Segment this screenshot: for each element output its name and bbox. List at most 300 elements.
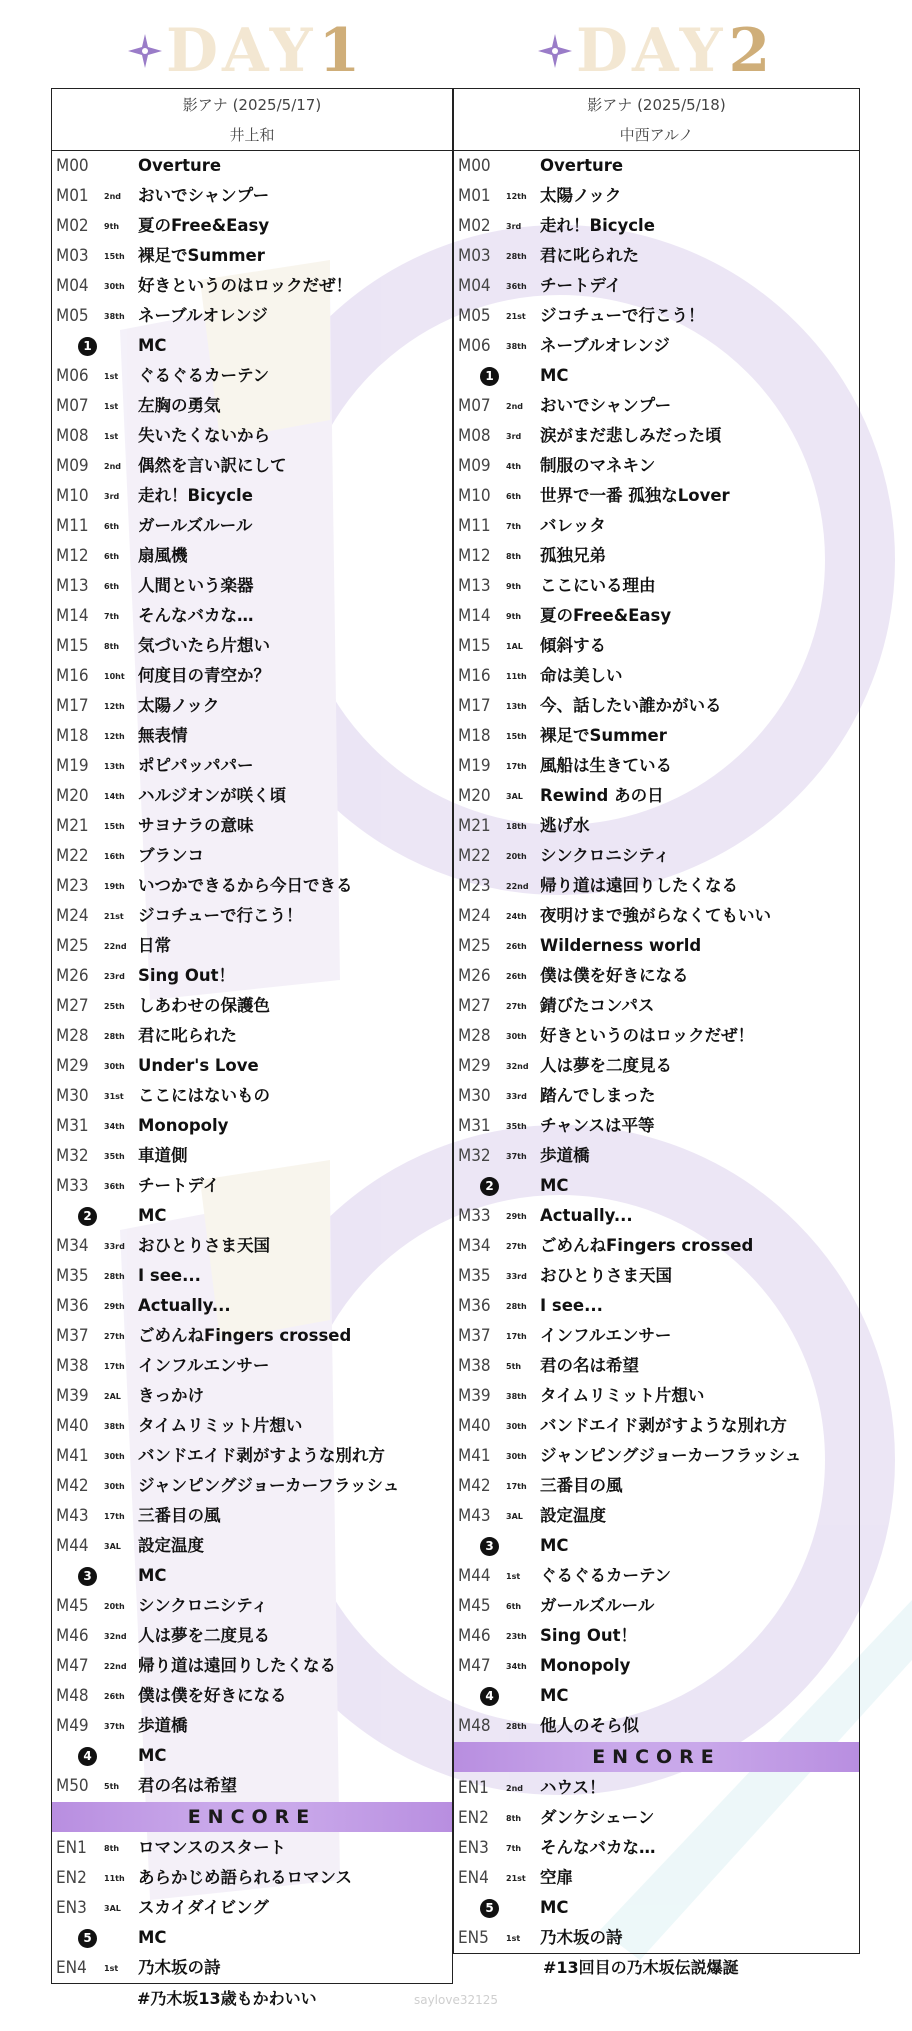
single-ordinal: 26th	[104, 1692, 125, 1701]
song-title: 好きというのはロックだぜ！	[540, 1026, 755, 1045]
day1-header	[52, 89, 452, 151]
single-ordinal: 14th	[104, 792, 125, 801]
song-title: 僕は僕を好きになる	[138, 1686, 287, 1705]
mc-row	[454, 1893, 859, 1923]
song-title: 命は美しい	[540, 666, 623, 685]
single-ordinal: 1st	[506, 1934, 521, 1943]
setlist-row	[454, 541, 859, 571]
day2-title-word: DAY	[576, 16, 727, 86]
encore-banner: ENCORE	[454, 1742, 859, 1772]
setlist-row	[52, 1021, 452, 1051]
song-number: M42	[458, 1476, 491, 1496]
song-number: M28	[458, 1026, 491, 1046]
setlist-row	[52, 1441, 452, 1471]
song-title: 三番目の風	[540, 1476, 623, 1495]
day2-hashtag: #13回目の乃木坂伝説爆誕	[543, 1958, 739, 1977]
song-title: ポピパッパパー	[138, 756, 254, 775]
song-title: 踏んでしまった	[540, 1086, 656, 1105]
setlist-row	[52, 991, 452, 1021]
single-ordinal: 7th	[506, 1844, 522, 1853]
setlist-row	[454, 1651, 859, 1681]
song-title: チャンスは平等	[540, 1116, 655, 1135]
setlist-row	[52, 1833, 452, 1863]
song-title: ジャンピングジョーカーフラッシュ	[540, 1446, 802, 1465]
single-ordinal: 7th	[104, 612, 120, 621]
song-title: 設定温度	[540, 1506, 606, 1525]
song-title: あらかじめ語られるロマンス	[138, 1868, 353, 1887]
song-title: 裸足でSummer	[138, 246, 265, 265]
song-title: Actually...	[138, 1296, 231, 1315]
setlist-row	[454, 1411, 859, 1441]
single-ordinal: 8th	[104, 1844, 120, 1853]
song-title: 孤独兄弟	[540, 546, 606, 565]
single-ordinal: 30th	[506, 1032, 527, 1041]
single-ordinal: 21st	[104, 912, 124, 921]
song-number: M40	[458, 1416, 491, 1436]
single-ordinal: 3rd	[104, 492, 120, 501]
song-title: おいでシャンプー	[540, 396, 672, 415]
setlist-row	[454, 571, 859, 601]
song-title: スカイダイビング	[138, 1898, 269, 1917]
song-title: 何度目の青空か？	[138, 666, 270, 685]
song-number: M34	[458, 1236, 491, 1256]
song-number: M22	[56, 846, 89, 866]
song-number: EN1	[56, 1838, 87, 1858]
setlist-row	[52, 931, 452, 961]
song-title: おいでシャンプー	[138, 186, 270, 205]
setlist-row	[454, 1561, 859, 1591]
single-ordinal: 1st	[506, 1572, 521, 1581]
song-number: M33	[56, 1176, 89, 1196]
song-number: M45	[458, 1596, 491, 1616]
song-title: サヨナラの意味	[138, 816, 254, 835]
setlist-row	[52, 1411, 452, 1441]
setlist-row	[52, 1111, 452, 1141]
song-title: 左胸の勇気	[138, 396, 221, 415]
song-number: M27	[458, 996, 491, 1016]
song-title: 無表情	[138, 726, 188, 745]
song-number: M39	[458, 1386, 491, 1406]
single-ordinal: 11th	[104, 1874, 125, 1883]
setlist-row	[454, 1231, 859, 1261]
mc-row	[454, 361, 859, 391]
setlist-row	[52, 1591, 452, 1621]
single-ordinal: 30th	[506, 1422, 527, 1431]
single-ordinal: 23th	[506, 1632, 527, 1641]
mc-row	[52, 1923, 452, 1953]
song-number: M02	[56, 216, 89, 236]
song-title: ガールズルール	[540, 1596, 655, 1615]
song-title: ブランコ	[138, 846, 204, 865]
song-title: 逃げ水	[540, 816, 590, 835]
setlist-row	[52, 811, 452, 841]
setlist-row	[454, 1051, 859, 1081]
single-ordinal: 24th	[506, 912, 527, 921]
song-number: M18	[56, 726, 89, 746]
song-number: M36	[458, 1296, 491, 1316]
single-ordinal: 38th	[506, 342, 527, 351]
single-ordinal: 34th	[104, 1122, 125, 1131]
song-title: 風船は生きている	[540, 756, 672, 775]
setlist-row	[52, 211, 452, 241]
song-title: 設定温度	[138, 1536, 204, 1555]
mc-number-badge: 1	[480, 367, 499, 386]
song-number: M11	[56, 516, 89, 536]
song-title: 車道側	[138, 1146, 188, 1165]
song-number: M23	[56, 876, 89, 896]
song-title: Overture	[138, 156, 222, 175]
setlist-row	[52, 1681, 452, 1711]
song-title: 太陽ノック	[540, 186, 622, 205]
song-title: 君に叱られた	[138, 1026, 237, 1045]
setlist-row	[454, 181, 859, 211]
single-ordinal: 37th	[506, 1152, 527, 1161]
song-title: シンクロニシティ	[138, 1596, 268, 1615]
single-ordinal: 6th	[506, 492, 522, 501]
song-number: M25	[458, 936, 491, 956]
setlist-row	[454, 1923, 859, 1953]
single-ordinal: 36th	[104, 1182, 125, 1191]
single-ordinal: 1AL	[506, 642, 523, 651]
song-number: M37	[458, 1326, 491, 1346]
song-title: 他人のそら似	[540, 1716, 639, 1735]
setlist-row	[52, 511, 452, 541]
single-ordinal: 1st	[104, 372, 119, 381]
setlist-row	[52, 391, 452, 421]
song-number: M32	[458, 1146, 491, 1166]
single-ordinal: 30th	[104, 1062, 125, 1071]
song-number: M16	[458, 666, 491, 686]
setlist-row	[454, 841, 859, 871]
setlist-row	[52, 1711, 452, 1741]
setlist-row	[454, 1111, 859, 1141]
single-ordinal: 22nd	[506, 882, 529, 891]
song-title: 傾斜する	[540, 636, 606, 655]
setlist-row	[454, 1501, 859, 1531]
song-number: M31	[56, 1116, 89, 1136]
single-ordinal: 3AL	[506, 792, 523, 801]
setlist-row	[52, 1771, 452, 1801]
mc-number-badge: 2	[480, 1177, 499, 1196]
setlist-row	[52, 871, 452, 901]
song-number: M10	[56, 486, 89, 506]
mc-label: MC	[540, 1176, 569, 1195]
mc-label: MC	[540, 1898, 569, 1917]
single-ordinal: 2nd	[104, 192, 121, 201]
single-ordinal: 20th	[506, 852, 527, 861]
song-title: 僕は僕を好きになる	[540, 966, 689, 985]
setlist-row	[52, 1291, 452, 1321]
single-ordinal: 1st	[104, 432, 119, 441]
setlist-row	[52, 271, 452, 301]
mc-row	[52, 1741, 452, 1771]
song-number: M06	[458, 336, 491, 356]
song-title: 君の名は希望	[540, 1356, 639, 1375]
single-ordinal: 29th	[104, 1302, 125, 1311]
song-number: M07	[56, 396, 89, 416]
song-number: M37	[56, 1326, 89, 1346]
mc-number-badge: 3	[480, 1537, 499, 1556]
song-title: チートデイ	[540, 276, 622, 295]
single-ordinal: 3AL	[104, 1904, 121, 1913]
single-ordinal: 28th	[506, 1302, 527, 1311]
mc-label: MC	[138, 1746, 167, 1765]
mc-number-badge: 1	[78, 337, 97, 356]
encore-banner: ENCORE	[52, 1802, 452, 1832]
song-title: きっかけ	[138, 1386, 204, 1405]
setlist-row	[454, 1621, 859, 1651]
song-number: M02	[458, 216, 491, 236]
mc-number-badge: 4	[78, 1747, 97, 1766]
song-title: 夏のFree&Easy	[138, 216, 270, 235]
setlist-row	[52, 1381, 452, 1411]
day2-date-line: 影アナ (2025/5/18)	[587, 96, 726, 114]
song-title: ダンケシェーン	[540, 1808, 655, 1827]
song-number: M36	[56, 1296, 89, 1316]
day1-announcer: 井上和	[229, 126, 275, 144]
song-title: シンクロニシティ	[540, 846, 670, 865]
single-ordinal: 8th	[506, 552, 522, 561]
setlist-row	[454, 511, 859, 541]
song-number: M00	[56, 156, 89, 176]
song-number: M38	[56, 1356, 89, 1376]
song-title: 乃木坂の詩	[138, 1958, 221, 1977]
setlist-row	[52, 241, 452, 271]
single-ordinal: 3AL	[506, 1512, 523, 1521]
song-number: M23	[458, 876, 491, 896]
single-ordinal: 26th	[506, 942, 527, 951]
song-number: M20	[458, 786, 491, 806]
setlist-row	[52, 1621, 452, 1651]
single-ordinal: 27th	[104, 1332, 125, 1341]
single-ordinal: 37th	[104, 1722, 125, 1731]
song-number: EN1	[458, 1778, 489, 1798]
song-number: M19	[458, 756, 491, 776]
setlist-row	[52, 1351, 452, 1381]
single-ordinal: 29th	[506, 1212, 527, 1221]
setlist-row	[52, 691, 452, 721]
day2-announcer: 中西アルノ	[619, 126, 694, 144]
single-ordinal: 22nd	[104, 1662, 127, 1671]
single-ordinal: 6th	[104, 552, 120, 561]
setlist-row	[454, 991, 859, 1021]
song-number: M17	[458, 696, 491, 716]
song-title: Actually...	[540, 1206, 633, 1225]
song-number: M15	[56, 636, 89, 656]
single-ordinal: 2nd	[104, 462, 121, 471]
single-ordinal: 13th	[104, 762, 125, 771]
setlist-row	[454, 661, 859, 691]
single-ordinal: 21st	[506, 1874, 526, 1883]
single-ordinal: 5th	[506, 1362, 522, 1371]
single-ordinal: 11th	[506, 672, 527, 681]
song-number: M01	[56, 186, 89, 206]
single-ordinal: 28th	[506, 252, 527, 261]
setlist-row	[52, 451, 452, 481]
song-number: M14	[458, 606, 491, 626]
mc-label: MC	[138, 336, 167, 355]
single-ordinal: 38th	[104, 1422, 125, 1431]
setlist-row	[454, 931, 859, 961]
single-ordinal: 6th	[506, 1602, 522, 1611]
song-title: ジコチューで行こう！	[138, 906, 303, 925]
setlist-row	[454, 421, 859, 451]
song-title: Monopoly	[138, 1116, 229, 1135]
song-number: EN3	[458, 1838, 489, 1858]
song-number: M35	[458, 1266, 491, 1286]
setlist-row	[454, 1321, 859, 1351]
song-title: Sing Out！	[540, 1626, 638, 1645]
setlist-row	[52, 481, 452, 511]
song-number: M44	[56, 1536, 89, 1556]
setlist-row	[454, 781, 859, 811]
song-title: そんなバカな…	[138, 606, 254, 625]
mc-label: MC	[138, 1928, 167, 1947]
single-ordinal: 33rd	[506, 1272, 527, 1281]
song-number: M14	[56, 606, 89, 626]
single-ordinal: 28th	[104, 1032, 125, 1041]
song-title: ここにはないもの	[138, 1086, 270, 1105]
single-ordinal: 2nd	[506, 402, 523, 411]
setlist-row	[52, 1651, 452, 1681]
song-number: M26	[56, 966, 89, 986]
song-number: M08	[458, 426, 491, 446]
song-number: M47	[458, 1656, 491, 1676]
song-number: M30	[56, 1086, 89, 1106]
single-ordinal: 5th	[104, 1782, 120, 1791]
setlist-row	[52, 1893, 452, 1923]
single-ordinal: 7th	[506, 522, 522, 531]
song-title: バレッタ	[540, 516, 606, 535]
song-title: 制服のマネキン	[540, 456, 656, 475]
setlist-row	[454, 1711, 859, 1741]
song-title: 気づいたら片想い	[138, 636, 270, 655]
song-title: 偶然を言い訳にして	[138, 456, 287, 475]
single-ordinal: 17th	[506, 762, 527, 771]
song-title: ごめんねFingers crossed	[540, 1236, 754, 1255]
song-title: 走れ！Bicycle	[540, 216, 655, 235]
setlist-row	[52, 781, 452, 811]
song-number: M16	[56, 666, 89, 686]
setlist-row	[52, 151, 452, 181]
song-title: 帰り道は遠回りしたくなる	[138, 1656, 336, 1675]
song-number: M03	[458, 246, 491, 266]
song-title: 歩道橋	[138, 1716, 188, 1735]
single-ordinal: 25th	[104, 1002, 125, 1011]
song-number: M30	[458, 1086, 491, 1106]
setlist-row	[454, 631, 859, 661]
song-title: 乃木坂の詩	[540, 1928, 623, 1947]
song-title: 走れ！Bicycle	[138, 486, 253, 505]
mc-row	[454, 1681, 859, 1711]
setlist-row	[52, 1863, 452, 1893]
song-title: Monopoly	[540, 1656, 631, 1675]
setlist-row	[52, 1261, 452, 1291]
song-number: M27	[56, 996, 89, 1016]
song-title: 太陽ノック	[138, 696, 220, 715]
single-ordinal: 3AL	[104, 1542, 121, 1551]
setlist-row	[454, 271, 859, 301]
song-number: EN3	[56, 1898, 87, 1918]
single-ordinal: 27th	[506, 1242, 527, 1251]
sparkle-star-icon	[538, 34, 572, 68]
setlist-row	[52, 1051, 452, 1081]
single-ordinal: 10ht	[104, 672, 125, 681]
single-ordinal: 15th	[506, 732, 527, 741]
single-ordinal: 30th	[104, 1482, 125, 1491]
day1-rows	[52, 151, 452, 1983]
song-number: M43	[56, 1506, 89, 1526]
song-title: 好きというのはロックだぜ！	[138, 276, 353, 295]
setlist-row	[454, 901, 859, 931]
single-ordinal: 19th	[104, 882, 125, 891]
song-number: M46	[56, 1626, 89, 1646]
single-ordinal: 17th	[506, 1482, 527, 1491]
single-ordinal: 30th	[104, 1452, 125, 1461]
song-title: ごめんねFingers crossed	[138, 1326, 352, 1345]
song-number: M44	[458, 1566, 491, 1586]
song-number: M35	[56, 1266, 89, 1286]
setlist-row	[52, 721, 452, 751]
single-ordinal: 2nd	[506, 1784, 523, 1793]
single-ordinal: 34th	[506, 1662, 527, 1671]
song-number: M48	[56, 1686, 89, 1706]
song-number: M11	[458, 516, 491, 536]
song-number: M19	[56, 756, 89, 776]
song-title: 裸足でSummer	[540, 726, 667, 745]
setlist-row	[52, 631, 452, 661]
song-title: ジコチューで行こう！	[540, 306, 705, 325]
single-ordinal: 26th	[506, 972, 527, 981]
single-ordinal: 32nd	[104, 1632, 127, 1641]
song-title: 今、話したい誰かがいる	[540, 696, 722, 715]
song-title: ぐるぐるカーテン	[138, 366, 270, 385]
mc-row	[52, 1561, 452, 1591]
day1-date-line: 影アナ (2025/5/17)	[182, 96, 322, 114]
sparkle-star-icon	[128, 34, 162, 68]
single-ordinal: 30th	[506, 1452, 527, 1461]
song-number: M33	[458, 1206, 491, 1226]
setlist-row	[52, 1531, 452, 1561]
setlist-row	[454, 691, 859, 721]
single-ordinal: 20th	[104, 1602, 125, 1611]
song-title: 錆びたコンパス	[540, 996, 655, 1015]
song-number: M17	[56, 696, 89, 716]
setlist-row	[454, 1471, 859, 1501]
mc-label: MC	[540, 366, 569, 385]
song-title: 歩道橋	[540, 1146, 590, 1165]
song-number: M39	[56, 1386, 89, 1406]
setlist-row	[454, 391, 859, 421]
song-number: EN4	[56, 1958, 87, 1978]
song-number: M01	[458, 186, 491, 206]
song-number: M24	[458, 906, 491, 926]
setlist-row	[52, 541, 452, 571]
single-ordinal: 12th	[506, 192, 527, 201]
song-title: Wilderness world	[540, 936, 702, 955]
single-ordinal: 17th	[506, 1332, 527, 1341]
setlist-row	[52, 1141, 452, 1171]
setlist-row	[454, 1261, 859, 1291]
song-title: ハウス！	[540, 1778, 606, 1797]
song-number: M08	[56, 426, 89, 446]
single-ordinal: 3rd	[506, 222, 522, 231]
setlist-row	[454, 601, 859, 631]
single-ordinal: 8th	[104, 642, 120, 651]
single-ordinal: 21st	[506, 312, 526, 321]
song-title: いつかできるから今日できる	[138, 876, 353, 895]
mc-label: MC	[540, 1686, 569, 1705]
